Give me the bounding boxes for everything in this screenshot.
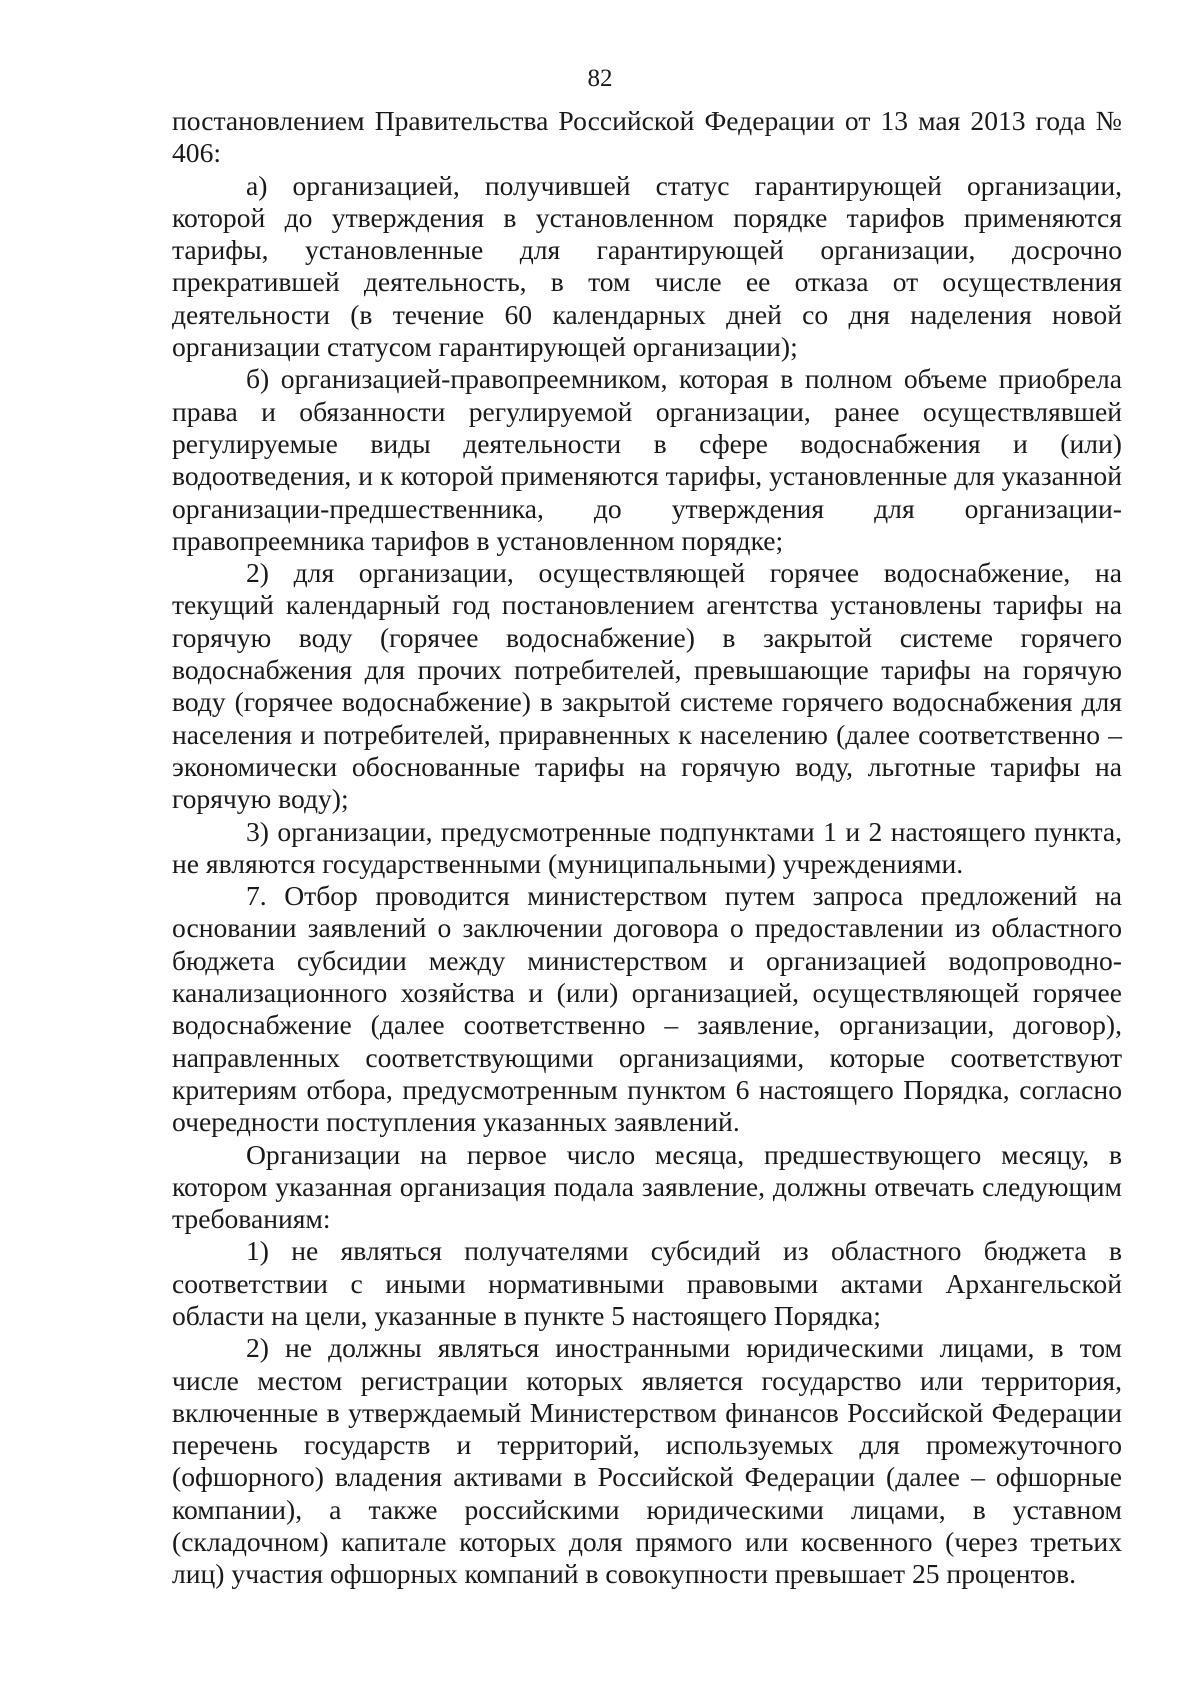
page-number: 82	[587, 65, 613, 92]
paragraph-subitem-b: б) организацией-правопреемником, которая в полном объеме приобрела права и обязанности регулируемой организации, ранее осуществлявшей регулируемые виды деятельности в сфере водоснабжения и (или) водоотведения, и к которой применяются тарифы, установленные для указанной организации-предшественника, до утверждения для организации-правопреемника тарифов в установленном порядке;	[172, 363, 1122, 556]
paragraph-requirement-2: 2) не должны являться иностранными юридическими лицами, в том числе местом регистрации которых является государство или территория, включенные в утверждаемый Министерством финансов Российской Федерации перечень государств и территорий, используемых для промежуточного (офшорного) владения активами в Российской Федерации (далее – офшорные компании), а также российскими юридическими лицами, в уставном (складочном) капитале которых доля прямого или косвенного (через третьих лиц) участия офшорных компаний в совокупности превышает 25 процентов.	[172, 1332, 1122, 1590]
paragraph-subitem-a: а) организацией, получившей статус гарантирующей организации, которой до утверждения в установленном порядке тарифов применяются тарифы, установленные для гарантирующей организации, досрочно прекратившей деятельность, в том числе ее отказа от осуществления деятельности (в течение 60 календарных дней со дня наделения новой организации статусом гарантирующей организации);	[172, 169, 1122, 363]
paragraph-requirements-intro: Организации на первое число месяца, предшествующего месяцу, в котором указанная организация подала заявление, должны отвечать следующим требованиям:	[172, 1138, 1122, 1235]
paragraph-clause-7: 7. Отбор проводится министерством путем запроса предложений на основании заявлений о заключении договора о предоставлении из областного бюджета субсидии между министерством и организацией водопроводно-канализационного хозяйства и (или) организацией, осуществляющей горячее водоснабжение (далее соответственно – заявление, организации, договор), направленных соответствующими организациями, которые соответствуют критериям отбора, предусмотренным пунктом 6 настоящего Порядка, согласно очередности поступления указанных заявлений.	[172, 880, 1122, 1138]
paragraph-continuation: постановлением Правительства Российской Федерации от 13 мая 2013 года № 406:	[172, 105, 1122, 169]
document-body	[172, 105, 1122, 1591]
paragraph-item-3: 3) организации, предусмотренные подпунктами 1 и 2 настоящего пункта, не являются государственными (муниципальными) учреждениями.	[172, 815, 1122, 879]
paragraph-requirement-1: 1) не являться получателями субсидий из областного бюджета в соответствии с иными нормативными правовыми актами Архангельской области на цели, указанные в пункте 5 настоящего Порядка;	[172, 1235, 1122, 1331]
paragraph-item-2: 2) для организации, осуществляющей горячее водоснабжение, на текущий календарный год постановлением агентства установлены тарифы на горячую воду (горячее водоснабжение) в закрытой системе горячего водоснабжения для прочих потребителей, превышающие тарифы на горячую воду (горячее водоснабжение) в закрытой системе горячего водоснабжения для населения и потребителей, приравненных к населению (далее соответственно – экономически обоснованные тарифы на горячую воду, льготные тарифы на горячую воду);	[172, 557, 1122, 815]
